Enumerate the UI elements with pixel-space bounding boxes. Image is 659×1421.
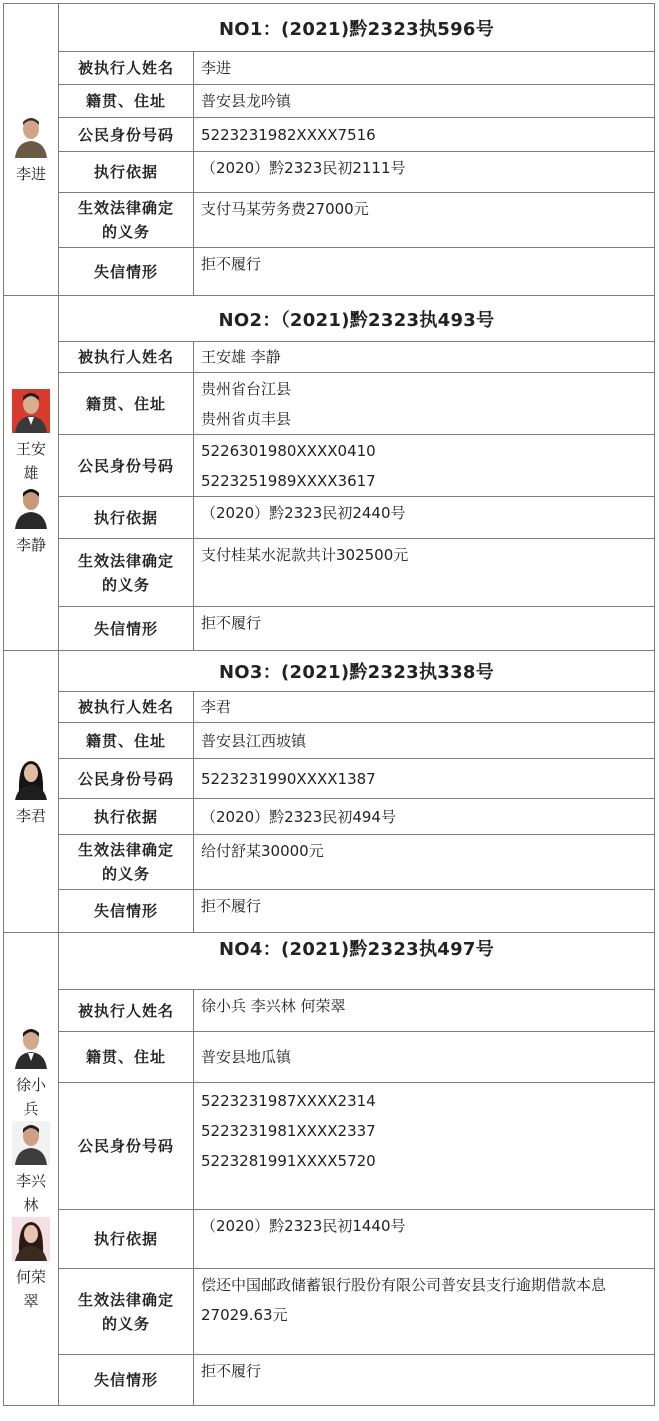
duty-value: 支付马某劳务费27000元: [194, 193, 655, 248]
photo-cell-case-2: [4, 296, 59, 651]
address-value: [194, 85, 655, 118]
status-value: 拒不履行: [194, 890, 655, 933]
person-name: 王安雄: [15, 440, 46, 482]
label-duty: 生效法律确定 的义务: [59, 1269, 194, 1355]
person-photo: [12, 114, 50, 158]
duty-value: 支付桂某水泥款共计302500元: [194, 539, 655, 607]
id-line: 5223251989XXXX3617: [201, 471, 376, 490]
label-basis: 执行依据: [59, 497, 194, 539]
photo-cell-case-1: [4, 4, 59, 296]
person-name: 李君: [15, 806, 46, 825]
address-value: [194, 373, 655, 435]
person-photo: [12, 1025, 50, 1069]
address-line: 普安县地瓜镇: [201, 1048, 292, 1066]
id-line: 5223231982XXXX7516: [201, 125, 376, 144]
person-photo: [12, 485, 50, 529]
label-basis: 执行依据: [59, 799, 194, 835]
case-header-row: [4, 296, 655, 342]
label-address: 籍贯、住址: [59, 723, 194, 759]
address-line: 贵州省台江县: [201, 379, 292, 398]
basis-value: （2020）黔2323民初2440号: [194, 497, 655, 539]
id-line: 5226301980XXXX0410: [201, 441, 376, 460]
address-value: [194, 723, 655, 759]
label-id: 公民身份号码: [59, 1083, 194, 1210]
id-line: 5223281991XXXX5720: [201, 1152, 376, 1170]
person: [4, 756, 58, 828]
case-title: NO4：(2021)黔2323执497号: [59, 933, 655, 990]
case-title: NO3：(2021)黔2323执338号: [59, 651, 655, 692]
case-header-row: [4, 933, 655, 990]
person-photo: [12, 1217, 50, 1261]
id-value: [194, 759, 655, 799]
name-value: 李君: [194, 692, 655, 723]
label-name: 被执行人姓名: [59, 342, 194, 373]
person-name: 何荣翠: [15, 1268, 46, 1310]
id-value: [194, 435, 655, 497]
person: [4, 1121, 58, 1217]
photo-cell-case-3: [4, 651, 59, 933]
dishonest-debtors-table: [3, 3, 655, 1406]
name-value: 徐小兵 李兴林 何荣翠: [194, 990, 655, 1032]
duty-value: 给付舒某30000元: [194, 835, 655, 890]
id-value: [194, 118, 655, 152]
person-name: 李兴林: [15, 1172, 46, 1214]
label-name: 被执行人姓名: [59, 52, 194, 85]
label-status: 失信情形: [59, 607, 194, 651]
label-name: 被执行人姓名: [59, 692, 194, 723]
person-photo: [12, 389, 50, 433]
case-title: NO1：(2021)黔2323执596号: [59, 4, 655, 52]
id-value: [194, 1083, 655, 1210]
label-address: 籍贯、住址: [59, 85, 194, 118]
id-line: 5223231987XXXX2314: [201, 1092, 376, 1110]
label-status: 失信情形: [59, 890, 194, 933]
basis-value: （2020）黔2323民初1440号: [194, 1210, 655, 1269]
id-line: 5223231981XXXX2337: [201, 1122, 376, 1140]
label-id: 公民身份号码: [59, 435, 194, 497]
status-value: 拒不履行: [194, 248, 655, 296]
label-id: 公民身份号码: [59, 118, 194, 152]
label-status: 失信情形: [59, 248, 194, 296]
status-value: 拒不履行: [194, 1355, 655, 1406]
label-duty: 生效法律确定 的义务: [59, 539, 194, 607]
case-title: NO2：（2021)黔2323执493号: [59, 296, 655, 342]
label-name: 被执行人姓名: [59, 990, 194, 1032]
person: [4, 389, 58, 485]
status-value: 拒不履行: [194, 607, 655, 651]
basis-value: （2020）黔2323民初494号: [194, 799, 655, 835]
person-photo: [12, 756, 50, 800]
label-status: 失信情形: [59, 1355, 194, 1406]
label-address: 籍贯、住址: [59, 1032, 194, 1083]
label-duty: 生效法律确定 的义务: [59, 835, 194, 890]
label-basis: 执行依据: [59, 1210, 194, 1269]
address-value: [194, 1032, 655, 1083]
name-value: 李进: [194, 52, 655, 85]
case-header-row: [4, 651, 655, 692]
case-header-row: [4, 4, 655, 52]
duty-value: 偿还中国邮政储蓄银行股份有限公司普安县支行逾期借款本息 27029.63元: [194, 1269, 655, 1355]
person-name: 李进: [15, 164, 46, 183]
basis-value: （2020）黔2323民初2111号: [194, 152, 655, 193]
person-name: 李静: [15, 536, 46, 554]
label-address: 籍贯、住址: [59, 373, 194, 435]
person-photo: [12, 1121, 50, 1165]
label-duty: 生效法律确定 的义务: [59, 193, 194, 248]
person: [4, 485, 58, 557]
person: [4, 114, 58, 186]
id-line: 5223231990XXXX1387: [201, 769, 376, 788]
label-basis: 执行依据: [59, 152, 194, 193]
person: [4, 1217, 58, 1313]
address-line: 普安县龙吟镇: [201, 92, 292, 110]
person-name: 徐小兵: [15, 1076, 46, 1118]
name-value: 王安雄 李静: [194, 342, 655, 373]
address-line: 贵州省贞丰县: [201, 409, 292, 428]
person: [4, 1025, 58, 1121]
label-id: 公民身份号码: [59, 759, 194, 799]
photo-cell-case-4: [4, 933, 59, 1406]
address-line: 普安县江西坡镇: [201, 731, 307, 750]
